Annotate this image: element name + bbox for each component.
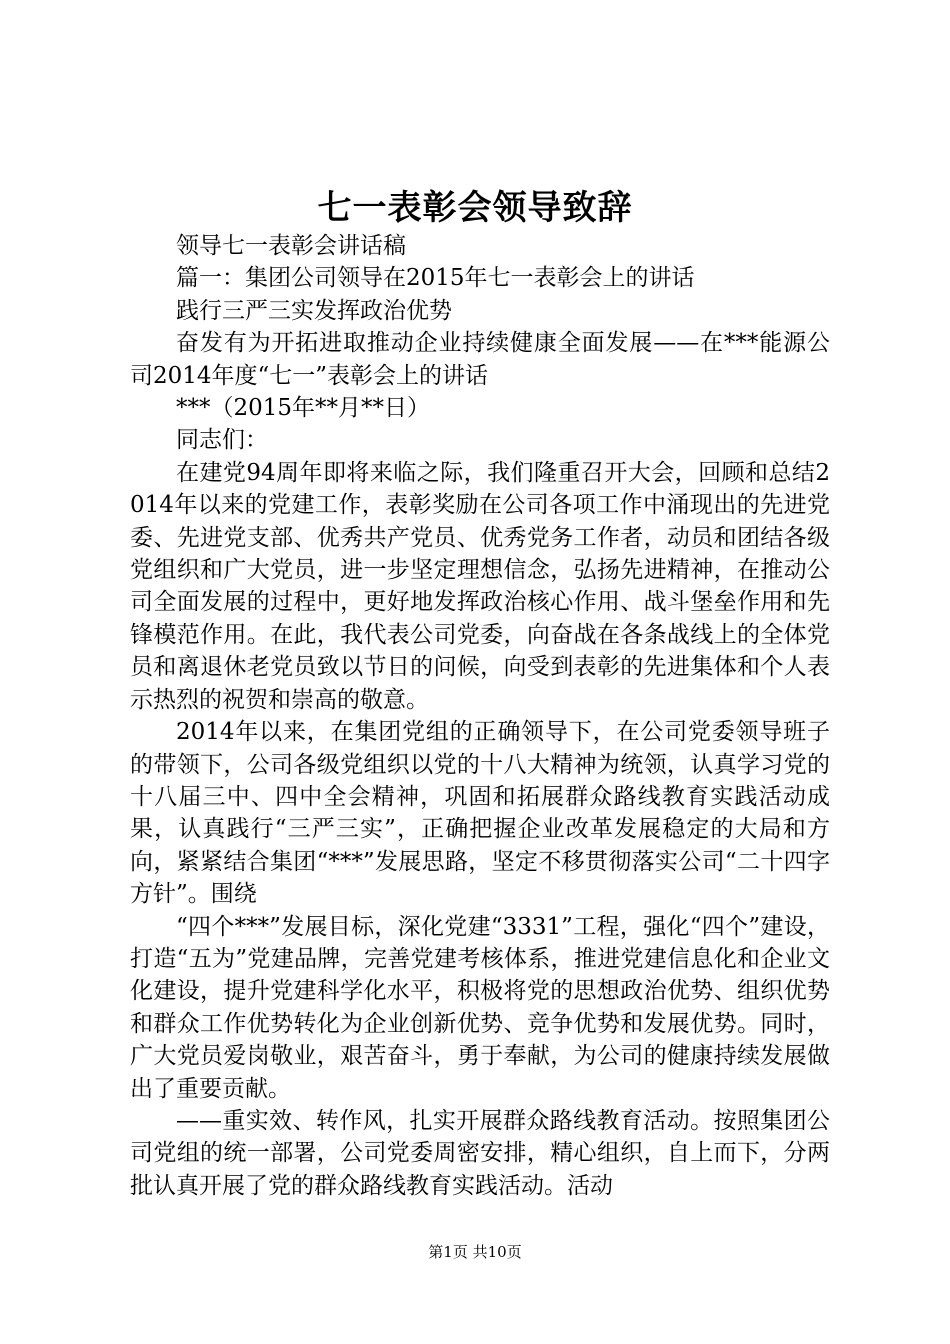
document-body	[130, 230, 830, 1202]
paragraph: 在建党94周年即将来临之际，我们隆重召开大会，回顾和总结2014年以来的党建工作，表彰奖励在公司各项工作中涌现出的先进党委、先进党支部、优秀共产党员、优秀党务工作者，动员和团结各级党组织和广大党员，进一步坚定理想信念，弘扬先进精神，在推动公司全面发展的过程中，更好地发挥政治核心作用、战斗堡垒作用和先锋模范作用。在此，我代表公司党委，向奋战在各条战线上的全体党员和离退休老党员致以节日的问候，向受到表彰的先进集体和个人表示热烈的祝贺和崇高的敬意。	[130, 459, 830, 713]
paragraph: 篇一：集团公司领导在2015年七一表彰会上的讲话	[176, 265, 695, 292]
paragraph: ***（2015年**月**日）	[176, 395, 431, 422]
paragraph: 奋发有为开拓进取推动企业持续健康全面发展——在***能源公司2014年度“七一”表彰会上的讲话	[130, 330, 830, 389]
paragraph: 同志们：	[176, 427, 268, 454]
document-title: 七一表彰会领导致辞	[317, 188, 633, 228]
paragraph: “四个***”发展目标，深化党建“3331”工程，强化“四个”建设，打造“五为”党建品牌，完善党建考核体系，推进党建信息化和企业文化建设，提升党建科学化水平，积极将党的思想政治优势、组织优势和群众工作优势转化为企业创新优势、竞争优势和发展优势。同时，广大党员爱岗敬业，艰苦奋斗，勇于奉献，为公司的健康持续发展做出了重要贡献。	[130, 913, 830, 1102]
paragraph: 领导七一表彰会讲话稿	[176, 233, 406, 259]
paragraph: 2014年以来，在集团党组的正确领导下，在公司党委领导班子的带领下，公司各级党组织以党的十八大精神为统领，认真学习党的十八届三中、四中全会精神，巩固和拓展群众路线教育实践活动成果，认真践行“三严三实”，正确把握企业改革发展稳定的大局和方向，紧紧结合集团“***”发展思路，坚定不移贯彻落实公司“二十四字方针”。围绕	[130, 719, 830, 908]
paragraph: ——重实效、转作风，扎实开展群众路线教育活动。按照集团公司党组的统一部署，公司党委周密安排，精心组织，自上而下，分两批认真开展了党的群众路线教育实践活动。活动	[130, 1107, 830, 1199]
page-footer: 第1页 共10页	[428, 1243, 522, 1261]
paragraph: 践行三严三实发挥政治优势	[176, 297, 452, 324]
